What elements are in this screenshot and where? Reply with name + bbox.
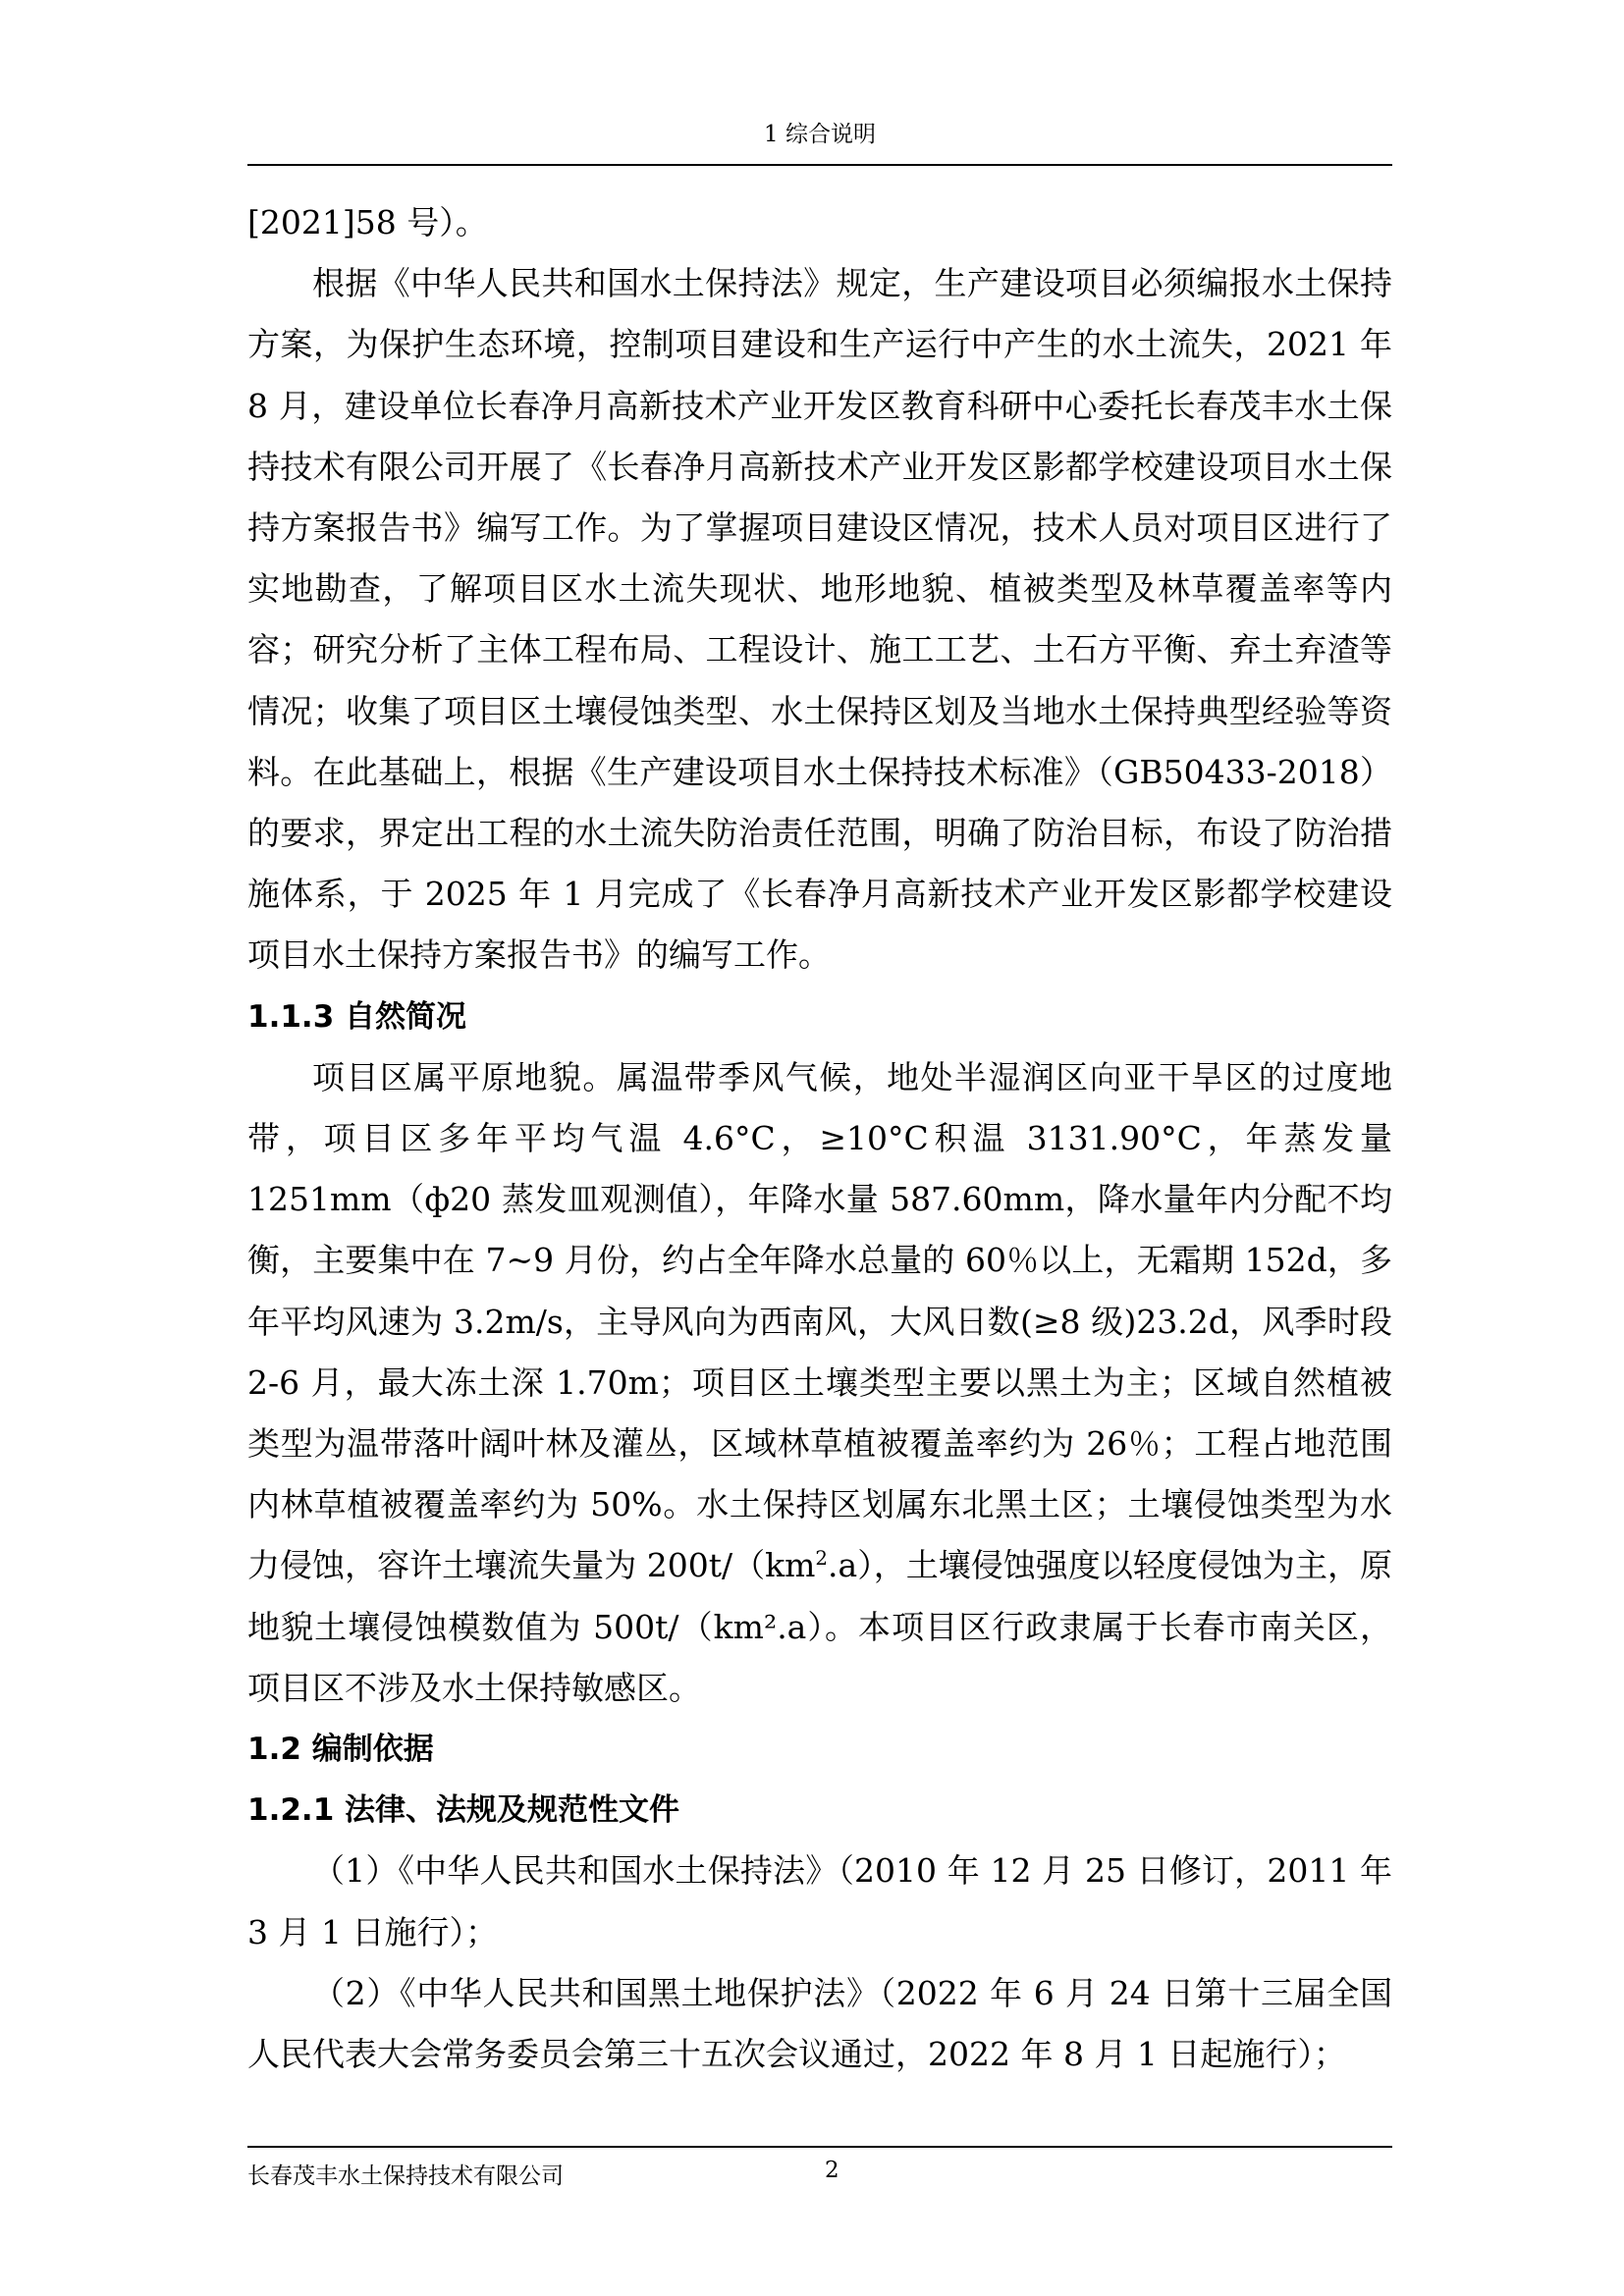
section-heading-basis: 1.2 编制依据 xyxy=(247,1732,434,1768)
section-heading-natural-conditions: 1.1.3 自然简况 xyxy=(247,998,467,1035)
paragraph-natural-conditions-part2: .a），土壤侵蚀强度以轻度侵蚀为主，原地貌土壤侵蚀模数值为 500t/（km².a）。本项目区行政隶属于长春市南关区，项目区不涉及水土保持敏感区。 xyxy=(247,1546,1392,1707)
list-item-law-1: （1）《中华人民共和国水土保持法》（2010 年 12 月 25 日修订，2011 年 3 月 1 日施行）； xyxy=(247,1851,1392,1951)
footer-company: 长春茂丰水土保持技术有限公司 xyxy=(247,2163,564,2189)
page-number: 2 xyxy=(825,2158,839,2183)
list-item-law-2: （2）《中华人民共和国黑土地保护法》（2022 年 6 月 24 日第十三届全国人民代表大会常务委员会第三十五次会议通过，2022 年 8 月 1 日起施行）； xyxy=(247,1973,1392,2074)
paragraph-natural-conditions-part1: 项目区属平原地貌。属温带季风气候，地处半湿润区向亚干旱区的过度地带，项目区多年平均气温 4.6°C，≥10°C积温 3131.90°C，年蒸发量 1251mm（ф20 蒸发皿观测值），年降水量 587.60mm，降水量年内分配不均衡，主要集中在 7~9 月份，约占全年降水总量的 60％以上，无霜期 152d，多年平均风速为 3.2m/s，主导风向为西南风，大风日数(≥8 级)23.2d，风季时段 2-6 月，最大冻土深 1.70m；项目区土壤类型主要以黑土为主；区域自然植被类型为温带落叶阔叶林及灌丛，区域林草植被覆盖率约为 26％；工程占地范围内林草植被覆盖率约为 50%。水土保持区划属东北黑土区；土壤侵蚀类型为水力侵蚀，容许土壤流失量为 200t/（km xyxy=(247,1057,1392,1585)
header-divider xyxy=(247,164,1392,166)
page-header-title: 1 综合说明 xyxy=(764,122,876,147)
paragraph-background: 根据《中华人民共和国水土保持法》规定，生产建设项目必须编报水土保持方案，为保护生态环境，控制项目建设和生产运行中产生的水土流失，2021 年 8 月，建设单位长春净月高新技术产业开发区教育科研中心委托长春茂丰水土保持技术有限公司开展了《长春净月高新技术产业开发区影都学校建设项目水土保持方案报告书》编写工作。为了掌握项目建设区情况，技术人员对项目区进行了实地勘查，了解项目区水土流失现状、地形地貌、植被类型及林草覆盖率等内容；研究分析了主体工程布局、工程设计、施工工艺、土石方平衡、弃土弃渣等情况；收集了项目区土壤侵蚀类型、水土保持区划及当地水土保持典型经验等资料。在此基础上，根据《生产建设项目水土保持技术标准》（GB50433-2018）的要求，界定出工程的水土流失防治责任范围，明确了防治目标，布设了防治措施体系，于 2025 年 1 月完成了《长春净月高新技术产业开发区影都学校建设项目水土保持方案报告书》的编写工作。 xyxy=(247,264,1392,975)
footer-divider xyxy=(247,2146,1392,2148)
document-body xyxy=(247,192,1392,2085)
section-heading-laws: 1.2.1 法律、法规及规范性文件 xyxy=(247,1792,680,1829)
superscript-2: 2 xyxy=(815,1547,829,1571)
paragraph-continuation: [2021]58 号）。 xyxy=(247,203,488,241)
paragraph-natural-conditions xyxy=(247,1047,1392,1719)
